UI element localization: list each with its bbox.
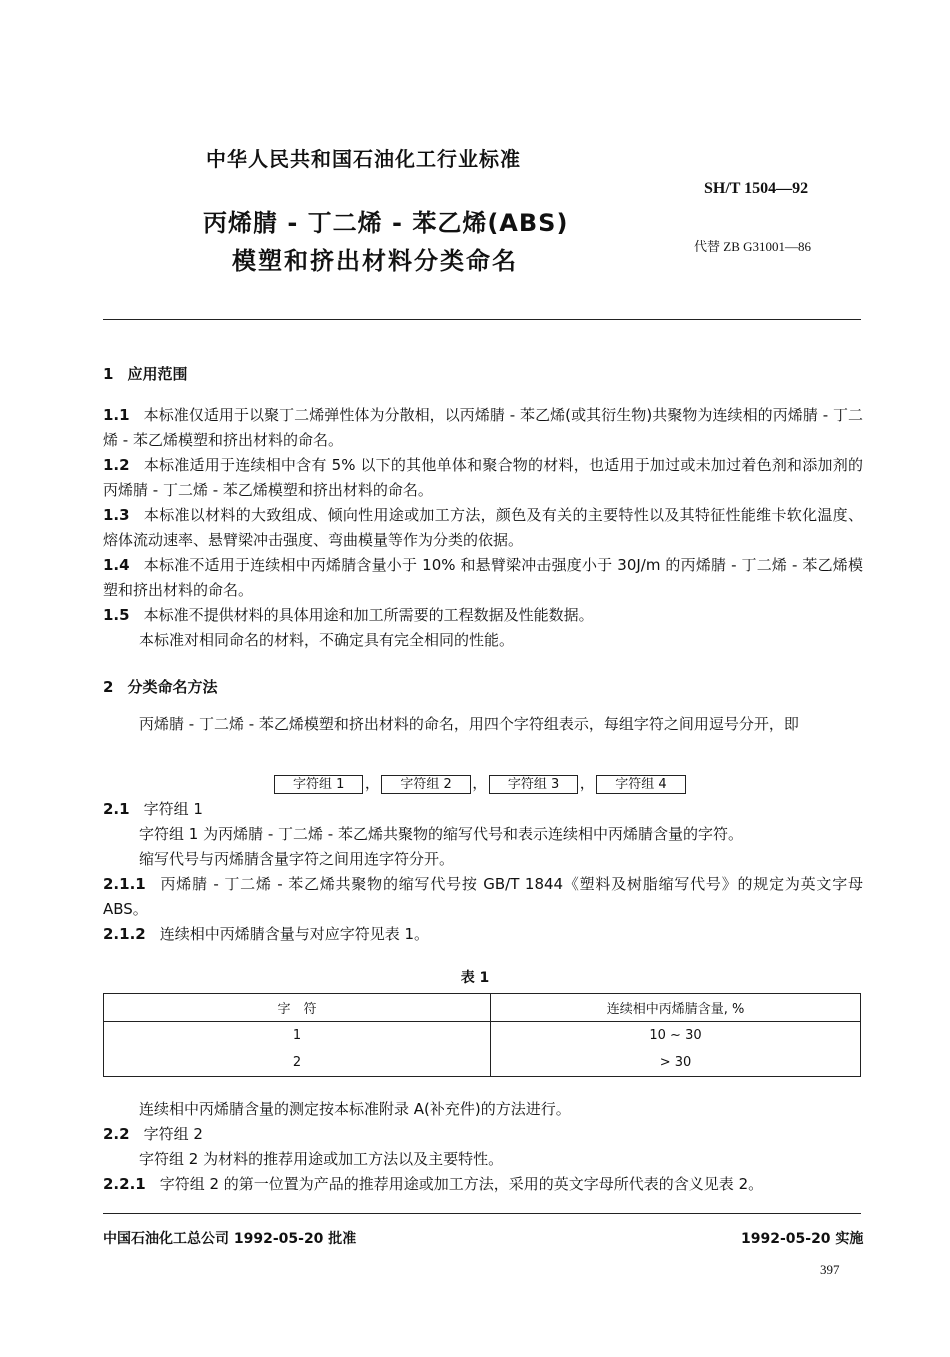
clause-2-1-heading: 2.1 字符组 1 <box>103 800 203 818</box>
table-cell: 10 ~ 30 <box>491 1022 861 1050</box>
clause-1-4: 1.4 本标准不适用于连续相中丙烯腈含量小于 10% 和悬臂梁冲击强度小于 30J/m 的丙烯腈 - 丁二烯 - 苯乙烯模塑和挤出材料的命名。 <box>103 556 863 599</box>
clause-2-2-para1: 字符组 2 为材料的推荐用途或加工方法以及主要特性。 <box>139 1150 504 1168</box>
character-group-box: 字符组 1 <box>274 775 363 794</box>
clause-2-1-2: 2.1.2 连续相中丙烯腈含量与对应字符见表 1。 <box>103 925 430 943</box>
clause-2-1-para1: 字符组 1 为丙烯腈 - 丁二烯 - 苯乙烯共聚物的缩写代号和表示连续相中丙烯腈含量的字符。 <box>139 825 743 843</box>
section-2-intro: 丙烯腈 - 丁二烯 - 苯乙烯模塑和挤出材料的命名，用四个字符组表示，每组字符之间用逗号分开，即 <box>139 715 799 733</box>
table-row <box>104 1022 861 1050</box>
implementation-date: 1992-05-20 实施 <box>741 1231 864 1247</box>
clause-2-1-para2: 缩写代号与丙烯腈含量字符之间用连字符分开。 <box>139 850 455 868</box>
section-2-heading: 2 分类命名方法 <box>103 678 218 696</box>
issuing-organization: 中华人民共和国石油化工行业标准 <box>206 147 521 171</box>
table-row <box>104 1049 861 1077</box>
section-2 <box>103 675 863 737</box>
footer-divider <box>103 1213 861 1214</box>
standard-code: SH/T 1504—92 <box>704 180 809 197</box>
table-header-row <box>104 994 861 1022</box>
table-cell: > 30 <box>491 1049 861 1077</box>
table-1 <box>103 993 861 1077</box>
table-cell: 2 <box>104 1049 491 1077</box>
character-group-format <box>274 772 686 794</box>
section-2-2 <box>103 1097 863 1197</box>
clause-2-1-1: 2.1.1 丙烯腈 - 丁二烯 - 苯乙烯共聚物的缩写代号按 GB/T 1844《塑料及树脂缩写代号》的规定为英文字母 ABS。 <box>103 875 863 918</box>
document-title-line1: 丙烯腈 - 丁二烯 - 苯乙烯(ABS) <box>203 209 569 237</box>
replaces-standard: 代替 ZB G31001—86 <box>694 239 812 254</box>
clause-1-5: 1.5 本标准不提供材料的具体用途和加工所需要的工程数据及性能数据。 <box>103 606 594 624</box>
character-group-box: 字符组 3 <box>489 775 578 794</box>
table-header-cell: 字 符 <box>104 994 491 1022</box>
table-header-cell: 连续相中丙烯腈含量, % <box>491 994 861 1022</box>
clause-1-2: 1.2 本标准适用于连续相中含有 5% 以下的其他单体和聚合物的材料，也适用于加过或未加过着色剂和添加剂的丙烯腈 - 丁二烯 - 苯乙烯模塑和挤出材料的命名。 <box>103 456 863 499</box>
clause-1-5-note: 本标准对相同命名的材料，不确定具有完全相同的性能。 <box>139 631 515 649</box>
section-1 <box>103 362 863 653</box>
character-group-box: 字符组 2 <box>381 775 470 794</box>
approval-info: 中国石油化工总公司 1992-05-20 批准 <box>103 1231 357 1247</box>
separator-comma: ， <box>364 774 380 792</box>
separator-comma: ， <box>579 774 595 792</box>
character-group-box: 字符组 4 <box>596 775 685 794</box>
document-title-line2: 模塑和挤出材料分类命名 <box>232 247 518 275</box>
clause-1-1: 1.1 本标准仅适用于以聚丁二烯弹性体为分散相，以丙烯腈 - 苯乙烯(或其衍生物)共聚物为连续相的丙烯腈 - 丁二烯 - 苯乙烯模塑和挤出材料的命名。 <box>103 406 863 449</box>
separator-comma: ， <box>472 774 488 792</box>
section-1-heading: 1 应用范围 <box>103 365 188 383</box>
table-1-caption: 表 1 <box>460 970 490 986</box>
section-2-1 <box>103 797 863 947</box>
page-number: 397 <box>820 1262 840 1277</box>
header-divider <box>103 319 861 320</box>
clause-2-2-heading: 2.2 字符组 2 <box>103 1125 203 1143</box>
clause-2-2-1: 2.2.1 字符组 2 的第一位置为产品的推荐用途或加工方法，采用的英文字母所代表的含义见表 2。 <box>103 1175 764 1193</box>
after-table-note: 连续相中丙烯腈含量的测定按本标准附录 A(补充件)的方法进行。 <box>139 1100 571 1118</box>
table-cell: 1 <box>104 1022 491 1050</box>
clause-1-3: 1.3 本标准以材料的大致组成、倾向性用途或加工方法，颜色及有关的主要特性以及其特征性能维卡软化温度、熔体流动速率、悬臂梁冲击强度、弯曲模量等作为分类的依据。 <box>103 506 863 549</box>
